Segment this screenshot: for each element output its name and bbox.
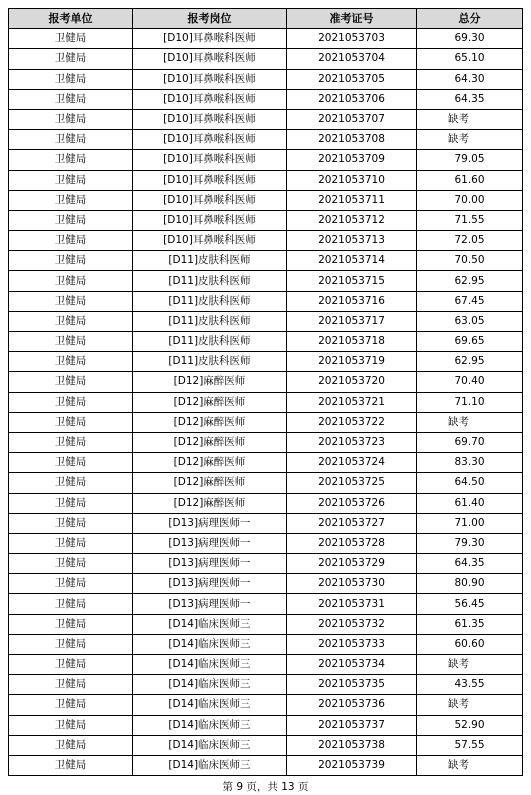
table-row (9, 634, 523, 654)
header-row (9, 9, 523, 29)
cell-unit: 卫健局 (9, 634, 133, 654)
cell-position: [D13]病理医师一 (133, 513, 287, 533)
cell-position: [D13]病理医师一 (133, 554, 287, 574)
cell-total-score: 70.00 (417, 190, 523, 210)
cell-ticket-number: 2021053719 (287, 352, 417, 372)
cell-ticket-number: 2021053724 (287, 453, 417, 473)
table-body (9, 29, 523, 776)
cell-unit: 卫健局 (9, 372, 133, 392)
cell-unit: 卫健局 (9, 210, 133, 230)
cell-unit: 卫健局 (9, 69, 133, 89)
cell-unit: 卫健局 (9, 49, 133, 69)
cell-unit: 卫健局 (9, 392, 133, 412)
table-row (9, 594, 523, 614)
cell-ticket-number: 2021053729 (287, 554, 417, 574)
cell-ticket-number: 2021053732 (287, 614, 417, 634)
cell-unit: 卫健局 (9, 594, 133, 614)
cell-ticket-number: 2021053704 (287, 49, 417, 69)
table-row (9, 130, 523, 150)
cell-unit: 卫健局 (9, 432, 133, 452)
cell-position: [D13]病理医师一 (133, 574, 287, 594)
cell-position: [D10]耳鼻喉科医师 (133, 130, 287, 150)
cell-unit: 卫健局 (9, 513, 133, 533)
table-row (9, 231, 523, 251)
table-row (9, 695, 523, 715)
table-row (9, 210, 523, 230)
cell-position: [D14]临床医师三 (133, 715, 287, 735)
page-number: 第 9 页，共 13 页 (222, 781, 309, 793)
table-row (9, 513, 523, 533)
cell-position: [D10]耳鼻喉科医师 (133, 29, 287, 49)
cell-ticket-number: 2021053711 (287, 190, 417, 210)
cell-ticket-number: 2021053739 (287, 755, 417, 775)
table-row (9, 473, 523, 493)
cell-ticket-number: 2021053738 (287, 735, 417, 755)
cell-total-score: 缺考 (417, 695, 523, 715)
cell-position: [D14]临床医师三 (133, 614, 287, 634)
cell-ticket-number: 2021053717 (287, 311, 417, 331)
cell-position: [D12]麻醉医师 (133, 392, 287, 412)
cell-total-score: 69.30 (417, 29, 523, 49)
cell-total-score: 57.55 (417, 735, 523, 755)
cell-unit: 卫健局 (9, 614, 133, 634)
cell-unit: 卫健局 (9, 655, 133, 675)
cell-ticket-number: 2021053728 (287, 533, 417, 553)
table-row (9, 109, 523, 129)
table-row (9, 332, 523, 352)
cell-position: [D10]耳鼻喉科医师 (133, 49, 287, 69)
cell-position: [D14]临床医师三 (133, 634, 287, 654)
cell-unit: 卫健局 (9, 271, 133, 291)
cell-ticket-number: 2021053737 (287, 715, 417, 735)
cell-total-score: 56.45 (417, 594, 523, 614)
cell-position: [D10]耳鼻喉科医师 (133, 89, 287, 109)
table-row (9, 735, 523, 755)
cell-total-score: 缺考 (417, 755, 523, 775)
cell-ticket-number: 2021053713 (287, 231, 417, 251)
cell-position: [D10]耳鼻喉科医师 (133, 150, 287, 170)
cell-ticket-number: 2021053726 (287, 493, 417, 513)
cell-position: [D10]耳鼻喉科医师 (133, 210, 287, 230)
cell-ticket-number: 2021053725 (287, 473, 417, 493)
cell-ticket-number: 2021053706 (287, 89, 417, 109)
cell-ticket-number: 2021053716 (287, 291, 417, 311)
cell-ticket-number: 2021053720 (287, 372, 417, 392)
cell-unit: 卫健局 (9, 291, 133, 311)
table-row (9, 190, 523, 210)
cell-unit: 卫健局 (9, 251, 133, 271)
table-row (9, 655, 523, 675)
header-total-score: 总分 (417, 9, 523, 29)
cell-ticket-number: 2021053730 (287, 574, 417, 594)
cell-total-score: 64.30 (417, 69, 523, 89)
cell-total-score: 61.35 (417, 614, 523, 634)
cell-position: [D12]麻醉医师 (133, 493, 287, 513)
cell-total-score: 72.05 (417, 231, 523, 251)
cell-unit: 卫健局 (9, 190, 133, 210)
cell-total-score: 52.90 (417, 715, 523, 735)
table-row (9, 29, 523, 49)
cell-position: [D13]病理医师一 (133, 594, 287, 614)
cell-unit: 卫健局 (9, 735, 133, 755)
cell-position: [D10]耳鼻喉科医师 (133, 190, 287, 210)
cell-position: [D14]临床医师三 (133, 755, 287, 775)
cell-unit: 卫健局 (9, 332, 133, 352)
cell-ticket-number: 2021053721 (287, 392, 417, 412)
cell-unit: 卫健局 (9, 109, 133, 129)
cell-position: [D11]皮肤科医师 (133, 291, 287, 311)
cell-position: [D12]麻醉医师 (133, 453, 287, 473)
cell-total-score: 71.10 (417, 392, 523, 412)
table-row (9, 150, 523, 170)
cell-total-score: 64.50 (417, 473, 523, 493)
cell-unit: 卫健局 (9, 29, 133, 49)
cell-unit: 卫健局 (9, 231, 133, 251)
cell-ticket-number: 2021053733 (287, 634, 417, 654)
cell-unit: 卫健局 (9, 130, 133, 150)
cell-total-score: 79.30 (417, 533, 523, 553)
cell-ticket-number: 2021053714 (287, 251, 417, 271)
table-row (9, 715, 523, 735)
cell-unit: 卫健局 (9, 493, 133, 513)
table-row (9, 89, 523, 109)
table-row (9, 554, 523, 574)
cell-position: [D10]耳鼻喉科医师 (133, 69, 287, 89)
cell-unit: 卫健局 (9, 352, 133, 372)
cell-unit: 卫健局 (9, 715, 133, 735)
cell-unit: 卫健局 (9, 473, 133, 493)
table-row (9, 432, 523, 452)
cell-total-score: 67.45 (417, 291, 523, 311)
cell-position: [D12]麻醉医师 (133, 473, 287, 493)
cell-total-score: 79.05 (417, 150, 523, 170)
cell-total-score: 62.95 (417, 352, 523, 372)
cell-total-score: 63.05 (417, 311, 523, 331)
cell-total-score: 71.00 (417, 513, 523, 533)
cell-ticket-number: 2021053709 (287, 150, 417, 170)
cell-ticket-number: 2021053705 (287, 69, 417, 89)
cell-unit: 卫健局 (9, 412, 133, 432)
cell-position: [D11]皮肤科医师 (133, 332, 287, 352)
cell-ticket-number: 2021053735 (287, 675, 417, 695)
table-row (9, 614, 523, 634)
cell-position: [D10]耳鼻喉科医师 (133, 231, 287, 251)
cell-ticket-number: 2021053723 (287, 432, 417, 452)
cell-unit: 卫健局 (9, 755, 133, 775)
cell-total-score: 69.65 (417, 332, 523, 352)
header-position: 报考岗位 (133, 9, 287, 29)
cell-ticket-number: 2021053731 (287, 594, 417, 614)
cell-total-score: 61.40 (417, 493, 523, 513)
cell-position: [D11]皮肤科医师 (133, 251, 287, 271)
cell-total-score: 64.35 (417, 554, 523, 574)
cell-position: [D10]耳鼻喉科医师 (133, 109, 287, 129)
cell-ticket-number: 2021053708 (287, 130, 417, 150)
table-row (9, 372, 523, 392)
cell-unit: 卫健局 (9, 554, 133, 574)
cell-total-score: 缺考 (417, 412, 523, 432)
table-row (9, 251, 523, 271)
cell-unit: 卫健局 (9, 89, 133, 109)
cell-position: [D14]临床医师三 (133, 675, 287, 695)
cell-position: [D11]皮肤科医师 (133, 311, 287, 331)
cell-unit: 卫健局 (9, 574, 133, 594)
cell-ticket-number: 2021053715 (287, 271, 417, 291)
cell-position: [D14]临床医师三 (133, 735, 287, 755)
cell-unit: 卫健局 (9, 150, 133, 170)
header-unit: 报考单位 (9, 9, 133, 29)
cell-position: [D12]麻醉医师 (133, 372, 287, 392)
cell-ticket-number: 2021053710 (287, 170, 417, 190)
cell-position: [D12]麻醉医师 (133, 432, 287, 452)
cell-ticket-number: 2021053736 (287, 695, 417, 715)
header-ticket-number: 准考证号 (287, 9, 417, 29)
cell-total-score: 64.35 (417, 89, 523, 109)
cell-total-score: 缺考 (417, 109, 523, 129)
table-row (9, 453, 523, 473)
cell-unit: 卫健局 (9, 695, 133, 715)
cell-ticket-number: 2021053707 (287, 109, 417, 129)
cell-ticket-number: 2021053703 (287, 29, 417, 49)
cell-total-score: 69.70 (417, 432, 523, 452)
cell-unit: 卫健局 (9, 170, 133, 190)
table-row (9, 412, 523, 432)
table-row (9, 755, 523, 775)
cell-position: [D14]临床医师三 (133, 695, 287, 715)
table-row (9, 49, 523, 69)
cell-total-score: 缺考 (417, 130, 523, 150)
cell-total-score: 71.55 (417, 210, 523, 230)
table-row (9, 675, 523, 695)
cell-position: [D12]麻醉医师 (133, 412, 287, 432)
table-row (9, 392, 523, 412)
cell-unit: 卫健局 (9, 453, 133, 473)
cell-position: [D13]病理医师一 (133, 533, 287, 553)
cell-total-score: 60.60 (417, 634, 523, 654)
cell-total-score: 65.10 (417, 49, 523, 69)
cell-ticket-number: 2021053727 (287, 513, 417, 533)
cell-unit: 卫健局 (9, 311, 133, 331)
cell-total-score: 61.60 (417, 170, 523, 190)
cell-ticket-number: 2021053734 (287, 655, 417, 675)
cell-total-score: 83.30 (417, 453, 523, 473)
table-row (9, 574, 523, 594)
table-row (9, 493, 523, 513)
cell-total-score: 62.95 (417, 271, 523, 291)
cell-ticket-number: 2021053718 (287, 332, 417, 352)
cell-ticket-number: 2021053722 (287, 412, 417, 432)
cell-total-score: 43.55 (417, 675, 523, 695)
score-table (8, 8, 523, 776)
cell-total-score: 缺考 (417, 655, 523, 675)
cell-position: [D10]耳鼻喉科医师 (133, 170, 287, 190)
table-row (9, 311, 523, 331)
table-row (9, 352, 523, 372)
cell-total-score: 70.50 (417, 251, 523, 271)
cell-unit: 卫健局 (9, 675, 133, 695)
table-row (9, 170, 523, 190)
cell-position: [D11]皮肤科医师 (133, 352, 287, 372)
table-row (9, 533, 523, 553)
cell-total-score: 80.90 (417, 574, 523, 594)
cell-position: [D11]皮肤科医师 (133, 271, 287, 291)
table-row (9, 291, 523, 311)
cell-unit: 卫健局 (9, 533, 133, 553)
cell-ticket-number: 2021053712 (287, 210, 417, 230)
table-row (9, 271, 523, 291)
table-row (9, 69, 523, 89)
cell-position: [D14]临床医师三 (133, 655, 287, 675)
cell-total-score: 70.40 (417, 372, 523, 392)
